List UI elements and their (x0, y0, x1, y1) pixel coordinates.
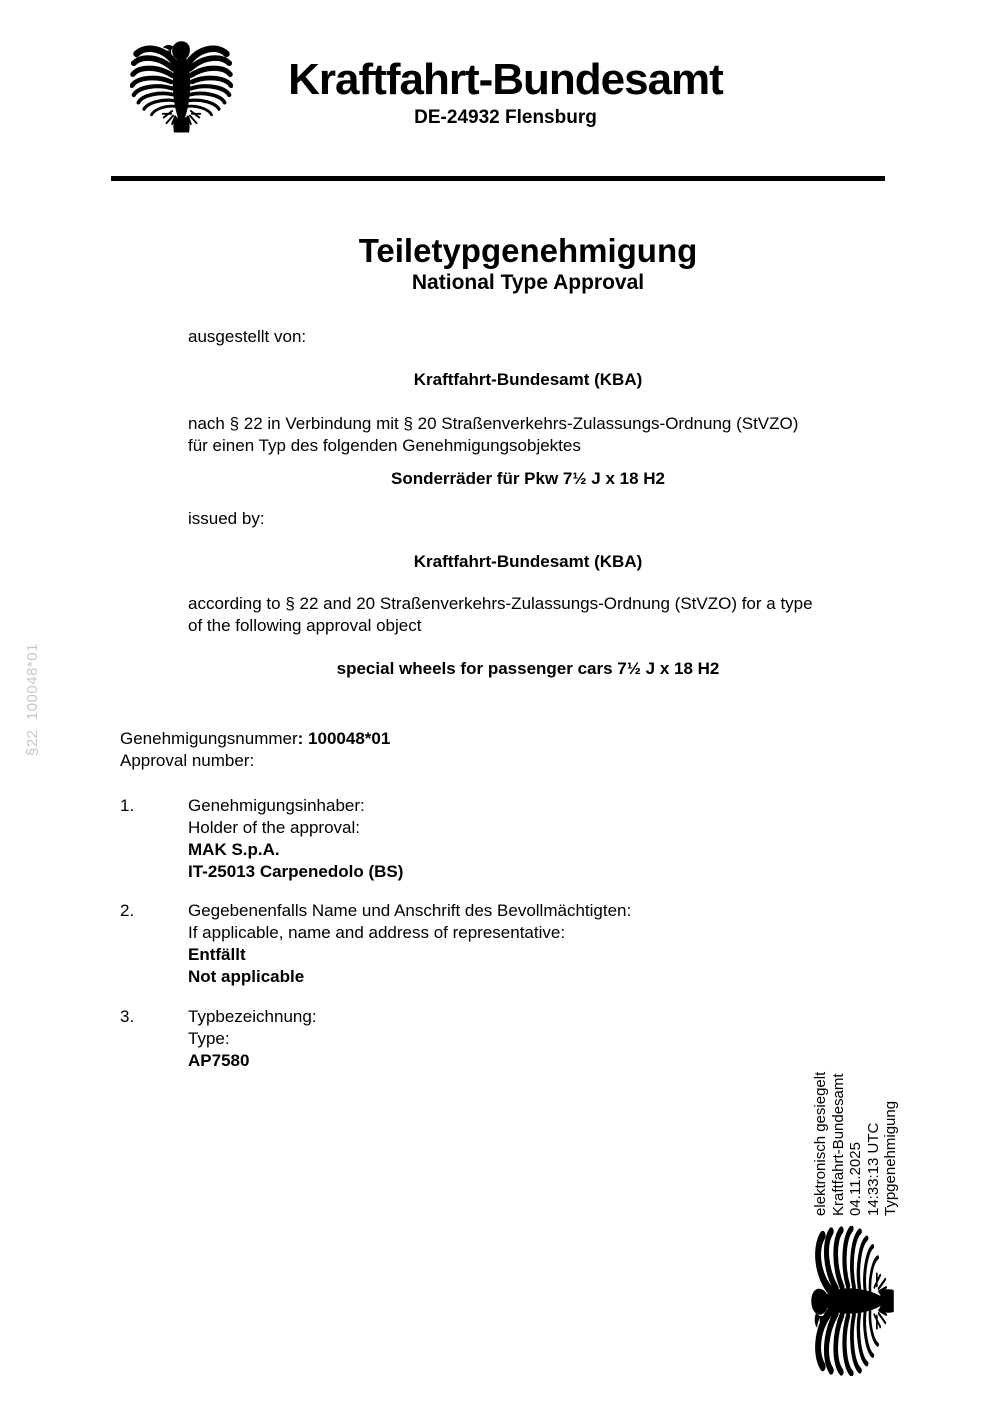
section-body (188, 1006, 317, 1072)
issued-by-label-en: issued by: (188, 509, 265, 528)
section-line: Typbezeichnung: (188, 1007, 317, 1026)
agency-location: DE-24932 Flensburg (414, 107, 597, 128)
legal-basis-en-line2: of the following approval object (188, 616, 422, 635)
section-line: Type: (188, 1029, 230, 1048)
approval-object-de: Sonderräder für Pkw 7½ J x 18 H2 (390, 469, 665, 488)
section-line: Holder of the approval: (188, 818, 360, 837)
issuer-en: Kraftfahrt-Bundesamt (KBA) (413, 552, 643, 571)
page-title-german: Teiletypgenehmigung (358, 232, 698, 269)
seal-line: Kraftfahrt-Bundesamt (829, 1073, 847, 1216)
header (233, 56, 778, 130)
agency-name: Kraftfahrt-Bundesamt (288, 55, 723, 104)
title-block (188, 232, 868, 295)
section-line: IT-25013 Carpenedolo (BS) (188, 862, 404, 881)
section-line: MAK S.p.A. (188, 840, 280, 859)
section-body (188, 900, 631, 988)
section-number: 2. (120, 901, 135, 920)
page-title-english: National Type Approval (411, 271, 645, 294)
approval-number-label-en: Approval number: (120, 751, 255, 770)
seal-line: 04.11.2025 (847, 1142, 864, 1216)
issuer-de: Kraftfahrt-Bundesamt (KBA) (413, 370, 643, 389)
seal-line: Typgenehmigung (882, 1100, 899, 1216)
legal-basis-de-line2: für einen Typ des folgenden Genehmigungsobjektes (188, 436, 581, 455)
section-row (120, 1006, 317, 1072)
legal-basis-de-line1: nach § 22 in Verbindung mit § 20 Straßenverkehrs-Zulassungs-Ordnung (StVZO) (188, 414, 799, 433)
section-number: 3. (120, 1007, 135, 1026)
seal-line: elektronisch gesiegelt (812, 1071, 829, 1216)
section-line: If applicable, name and address of representative: (188, 923, 566, 942)
section-row (120, 795, 403, 883)
legal-basis-de (188, 413, 880, 457)
legal-basis-en (188, 593, 880, 637)
section-row (120, 900, 631, 988)
approval-number-block (120, 728, 390, 772)
section-line: Genehmigungsinhaber: (188, 796, 365, 815)
federal-eagle-logo (130, 37, 233, 140)
approval-number-label-de: Genehmigungsnummer (120, 729, 298, 748)
section-line: Entfällt (188, 945, 246, 964)
approval-object-en: special wheels for passenger cars 7½ J x 18 H2 (336, 659, 720, 678)
legal-basis-en-line1: according to § 22 and 20 Straßenverkehrs-Zulassungs-Ordnung (StVZO) for a type (188, 594, 813, 613)
electronic-seal-text (812, 1072, 900, 1216)
vertical-watermark: §22 100048*01 (24, 643, 41, 756)
approval-number-value: : 100048*01 (297, 729, 391, 748)
section-line: AP7580 (188, 1051, 250, 1070)
issued-by-label-de: ausgestellt von: (188, 327, 307, 346)
section-number: 1. (120, 796, 135, 815)
seal-eagle-logo (810, 1226, 898, 1376)
section-line: Gegebenenfalls Name und Anschrift des Bevollmächtigten: (188, 901, 632, 920)
header-divider (111, 176, 885, 181)
section-body (188, 795, 403, 883)
approval-number-line (120, 728, 390, 750)
section-line: Not applicable (188, 967, 305, 986)
seal-line: 14:33:13 UTC (864, 1122, 882, 1216)
